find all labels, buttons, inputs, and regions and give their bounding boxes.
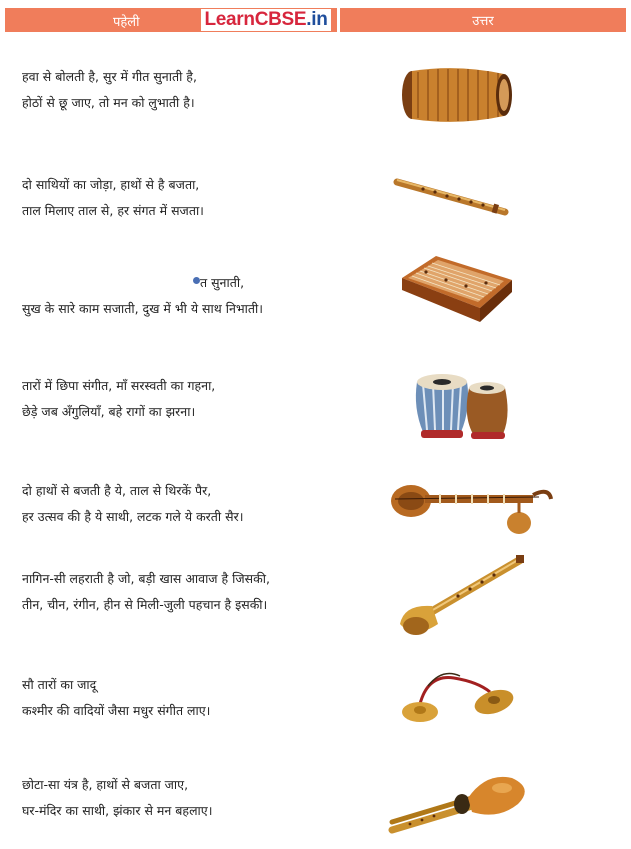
riddle-line: सौ तारों का जादू [22, 677, 97, 692]
header-answer [340, 8, 626, 32]
dholak-icon [398, 66, 518, 124]
santoor-icon [396, 250, 516, 328]
shehnai-icon [398, 554, 528, 640]
flute-icon [393, 176, 513, 220]
riddle-line: त सुनाती, [200, 275, 245, 290]
riddle-3 [22, 270, 263, 322]
tabla-icon [413, 368, 513, 442]
riddle-line: कश्मीर की वादियों जैसा मधुर संगीत लाए। [22, 703, 211, 718]
learncbse-logo[interactable]: LearnCBSE .in [201, 9, 331, 31]
riddle-line: दो हाथों से बजती है ये, ताल से थिरकें पैर, [22, 483, 212, 498]
riddle-line: सुख के सारे काम सजाती, दुख में भी ये साथ निभाती। [22, 301, 264, 316]
riddle-2 [22, 172, 204, 224]
header-answer-label: उत्तर [472, 14, 494, 29]
riddle-8 [22, 772, 212, 824]
manjira-icon [398, 666, 522, 726]
riddle-line: दो साथियों का जोड़ा, हाथों से है बजता, [22, 177, 200, 192]
riddle-line: तारों में छिपा संगीत, माँ सरस्वती का गहना, [22, 378, 216, 393]
been-icon [388, 768, 534, 836]
header-riddle [5, 8, 337, 32]
riddle-line: नागिन-सी लहराती है जो, बड़ी खास आवाज है जिसकी, [22, 571, 270, 586]
riddle-5 [22, 478, 243, 530]
riddle-line: घर-मंदिर का साथी, झंकार से मन बहलाए। [22, 803, 213, 818]
riddle-line: होठों से छू जाए, तो मन को लुभाती है। [22, 95, 195, 110]
riddle-6 [22, 566, 270, 618]
riddle-1 [22, 64, 197, 116]
riddle-line: छोटा-सा यंत्र है, हाथों से बजता जाए, [22, 777, 189, 792]
veena-icon [389, 479, 555, 537]
riddle-line: ताल मिलाए ताल से, हर संगत में सजता। [22, 203, 204, 218]
riddle-line: छेड़े जब अँगुलियाँ, बहे रागों का झरना। [22, 404, 196, 419]
header-riddle-label: पहेली [113, 15, 140, 30]
riddle-4 [22, 373, 215, 425]
riddle-7 [22, 672, 210, 724]
riddle-line: तीन, चीन, रंगीन, हीन से मिली-जुली पहचान है इसकी। [22, 597, 268, 612]
riddle-line: हर उत्सव की है ये साथी, लटक गले ये करती सैर। [22, 509, 244, 524]
riddle-line: हवा से बोलती है, सुर में गीत सुनाती है, [22, 69, 197, 84]
